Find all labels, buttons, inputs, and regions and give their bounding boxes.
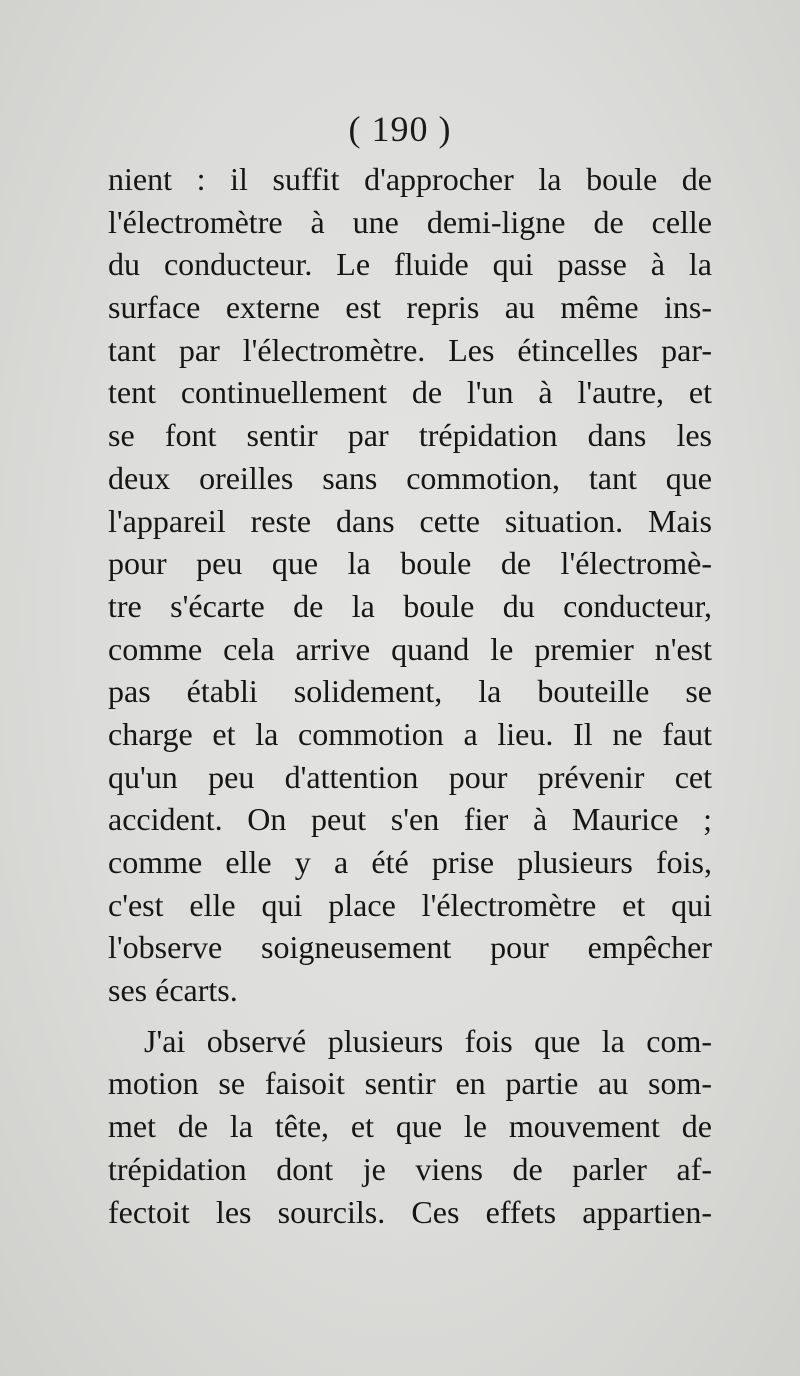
text-line: deux oreilles sans commotion, tant que xyxy=(108,459,712,496)
text-line: charge et la commotion a lieu. Il ne faut xyxy=(108,715,712,752)
text-line: trépidation dont je viens de parler af- xyxy=(108,1150,712,1187)
text-line: ses écarts. xyxy=(108,972,238,1009)
text-line: comme elle y a été prise plusieurs fois, xyxy=(108,844,712,880)
text-line: c'est elle qui place l'électromètre et qui xyxy=(108,886,712,923)
text-line: pas établi solidement, la bouteille se xyxy=(108,673,712,710)
text-line: accident. On peut s'en fier à Maurice ; xyxy=(108,801,712,838)
page-number: ( 190 ) xyxy=(348,109,452,149)
text-line: l'électromètre à une demi-ligne de celle xyxy=(108,203,712,240)
text-line: du conducteur. Le fluide qui passe à la xyxy=(108,246,712,283)
text-line: l'appareil reste dans cette situation. Mais xyxy=(108,502,712,539)
text-line: nient : il suffit d'approcher la boule de xyxy=(108,161,712,197)
text-line: l'observe soigneusement pour empêcher xyxy=(108,929,712,966)
text-line: fectoit les sourcils. Ces effets appartien- xyxy=(108,1193,712,1230)
text-line: pour peu que la boule de l'électromè- xyxy=(108,545,712,582)
text-line: comme cela arrive quand le premier n'est xyxy=(108,630,712,667)
text-line: tre s'écarte de la boule du conducteur, xyxy=(108,587,712,624)
text-line: motion se faisoit sentir en partie au som- xyxy=(108,1065,712,1102)
text-line: tent continuellement de l'un à l'autre, et xyxy=(108,374,712,411)
text-line: tant par l'électromètre. Les étincelles par- xyxy=(108,331,712,368)
text-line: surface externe est repris au même ins- xyxy=(108,289,712,326)
text-line: qu'un peu d'attention pour prévenir cet xyxy=(108,758,712,795)
body-text xyxy=(108,158,712,1233)
text-line: met de la tête, et que le mouvement de xyxy=(108,1108,712,1145)
text-line: se font sentir par trépidation dans les xyxy=(108,417,712,454)
text-line: J'ai observé plusieurs fois que la com- xyxy=(144,1022,712,1059)
paragraph-gap xyxy=(108,1012,712,1020)
